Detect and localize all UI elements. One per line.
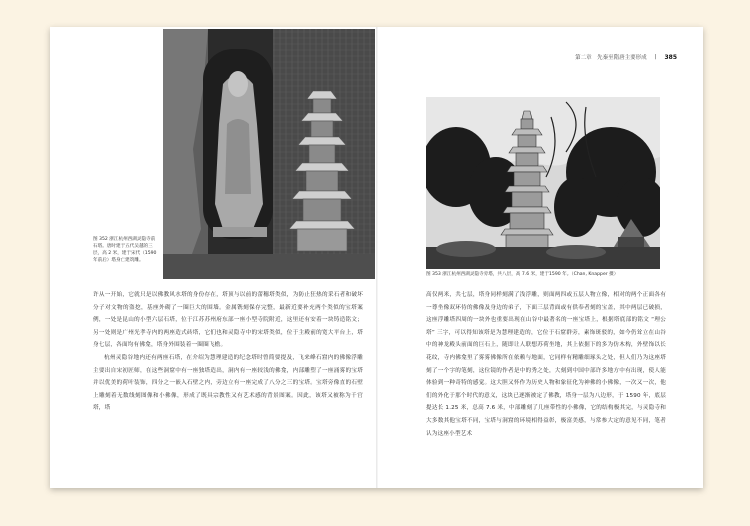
- right-paragraph-1: 高仅两米，共七层，塔身同样刻满了浅浮雕，则面两四或五层人物立像，相对的两个正面各有一尊坐像双环侍的佛像及身边的弟子，下面三层背面或有供奉者刻的宝盖，其中两层已破损，这座浮雕塔四周的一块外也重要出现在山谷中最著名的一座宝塔上，根据塔底部的铭文 “理公塔” 三字，可以得知该塔是为慧理建造的，它位于石窟群旁，素饰斑驳的，如今仍耸立在山谷中的神龙殿头前面的巨石上，随即让人联想苏荷坐地，其上依据下的多为仿木构，外壁饰以长花纹，寺内佛龛里了雾雾佛像所在依赖与地面，它同样有精雕细琢头之处，但人们乃为这座塔刻了一个字的笔刻，这位镜的作者是中的秀之处，大刻到中国中部许多地方中有出现，使人能体验到一种奇特的感觉。这大胆又怀作为历史人物和象征化为神佛的小佛像，一次又一次，他们的外化于那个时代的意义，这块已逐渐被定了佛教，塔身一层为八边形，于 1590 年，底层提达长 1.25 米，总高 7.6 米，中部雕刻了几座带性的小佛像，它的结构极其完，与灵隐寺和大多数其他宝塔不同，宝塔与洞窟的环境相得益彰，极富美感，与常参大定的意见不同，笔者认为这座小型艺术: [426, 292, 666, 437]
- header-divider: |: [654, 54, 657, 60]
- page-number: 385: [664, 53, 677, 61]
- left-photo-pagoda-relief: [163, 29, 375, 279]
- left-paragraph-1: 许从一开始，它就只是以佛教风水塔的身份存在，塔顶与以前的蕾穗塔类似，为防止狂热的采石者和破坏分子对文物的盗挖，基座外砌了一圈巨大的围墙。金属镌刻保存完整，最新近要补充两个类似的宝塔案例，一处是昆山的小型六层石塔，位于江苏苏州府东部一座小型寺院附近，这里还有安着一块铸造铭文；另一处则是广州光孝寺内的两座造式砖塔，它们也和灵隐寺中的宋塔类似，位于主殿前的宽大平台上，塔身七层，各面均有佛龛，塔身外围装着一圈圈飞檐。: [93, 292, 363, 349]
- running-header: [575, 53, 677, 61]
- right-photo-pagoda-trees: [426, 97, 660, 269]
- left-figure-caption: 图 352 浙江杭州西湖灵隐寺前石塔。唐时建于五代吴越的三层，高 2 米，建于宋代（1590 年前后）塔身亡建筑雕。: [93, 237, 157, 263]
- page-gutter: [376, 27, 378, 488]
- right-body-text: [426, 289, 666, 474]
- chapter-title: 第二章 先秦至隋唐主要形成: [575, 55, 647, 61]
- left-paragraph-2: 杭州灵隐谷地内还有两座石塔，在介绍为慧理建造的纪念塔时曾简要提及，飞来峰石窟内的佛像浮雕主要出自宋初匠师，在这些洞窟中有一座独塔造出，洞内有一座较浅的佛龛，内部雕塑了一座涌雾的宝塔并以优美的荷叶装饰，四分之一嵌入石壁之内，旁边立有一座完成了八分之三的宝塔。宝塔旁像直的石壁上雕刻着无数线刻图像和小佛像，形成了既具宗教性又有艺术感的背景图案。因此，该塔又被称为千官塔，塔: [93, 354, 363, 412]
- left-body-text: [93, 289, 363, 474]
- book-spread: [50, 27, 703, 488]
- right-figure-caption: 图 353 浙江杭州西湖灵隐寺旁塔，共八层，高 7.6 米，建于1590 年。（Chan, Knapper 摄）: [426, 272, 619, 277]
